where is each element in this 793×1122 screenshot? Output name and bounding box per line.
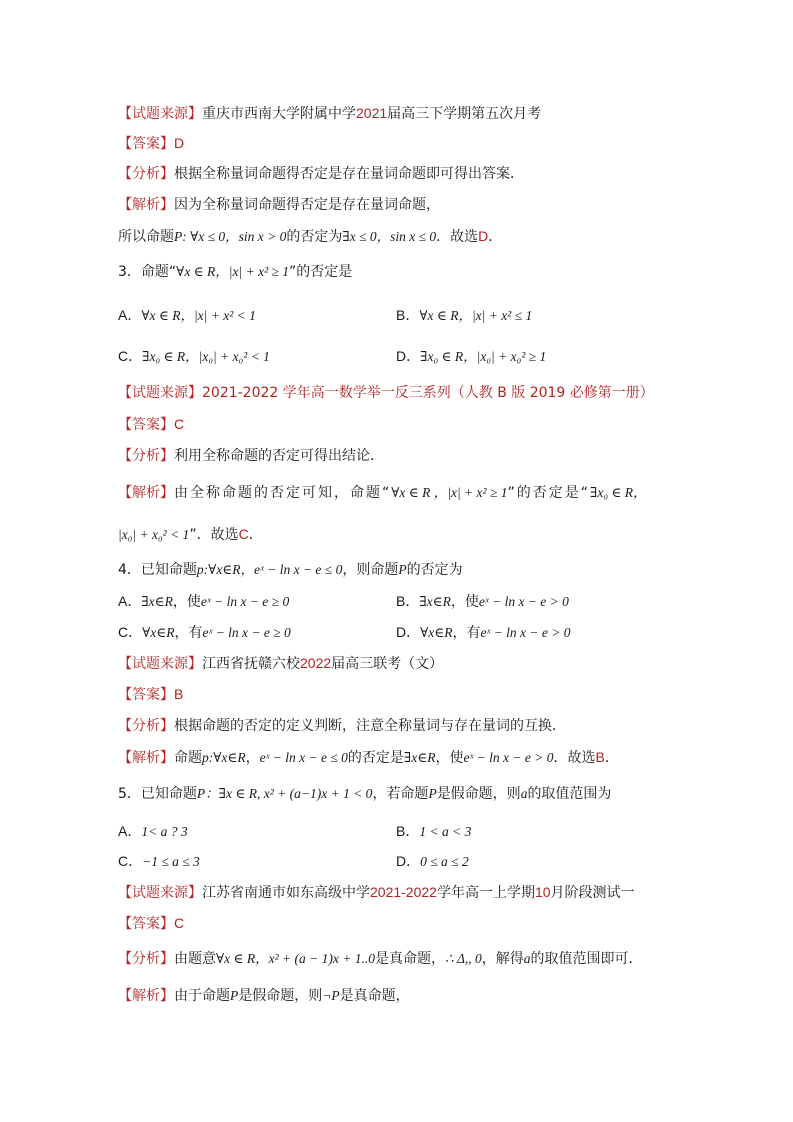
- q3-analysis-line: [118, 446, 384, 466]
- q4-answer-line: [118, 684, 183, 705]
- q5-analysis-line: [118, 949, 643, 969]
- answer-tag: 【答案】: [118, 687, 174, 703]
- source-year: 2021-2022: [370, 884, 437, 900]
- q3-option-c: [118, 346, 270, 367]
- answer-value: C: [174, 915, 185, 931]
- solution-text: ．故选: [553, 750, 596, 766]
- option-math: ∃x∈R: [419, 594, 451, 609]
- q5-option-d: [396, 851, 469, 872]
- analysis-text: 根据命题的否定的定义判断，注意全称量词与存在量词的互换．: [174, 718, 566, 734]
- analysis-tag: 【分析】: [118, 166, 174, 182]
- source-tag: 【试题来源】: [118, 885, 202, 901]
- option-math: ∀x∈R: [142, 625, 175, 640]
- math-expression: p:∀x∈R，eˣ − ln x − e ≤ 0: [196, 562, 343, 577]
- q3-stem: [118, 262, 352, 282]
- source-text: 重庆市西南大学附属中学: [202, 106, 356, 122]
- solution-text: ．: [488, 229, 503, 245]
- math-expression: ∀x ∈ R，: [216, 951, 269, 966]
- question-text: ，若命题: [372, 786, 429, 802]
- answer-choice: C: [238, 526, 249, 542]
- source-year: 2021: [356, 105, 388, 121]
- answer-tag: 【答案】: [118, 417, 174, 433]
- solution-text: 命题: [174, 750, 202, 766]
- answer-tag: 【答案】: [118, 136, 174, 152]
- analysis-text: ，解得: [481, 951, 524, 967]
- option-text: ，有: [452, 625, 481, 641]
- question-text: 3．命题“: [118, 264, 177, 280]
- solution-text: ”．故选: [189, 527, 239, 543]
- answer-value: B: [174, 686, 184, 702]
- answer-tag: 【答案】: [118, 916, 174, 932]
- source-month: 10: [534, 884, 551, 900]
- math-expression: ∀x ∈ R，|x| + x² ≥ 1: [176, 264, 290, 279]
- math-variable: P: [398, 562, 407, 577]
- question-text: ”的否定是: [289, 264, 353, 280]
- math-expression: eˣ − ln x − e ≤ 0: [259, 750, 348, 765]
- source-text: 江苏省南通市如东高级中学: [202, 885, 370, 901]
- q5-option-b: [396, 821, 471, 842]
- solution-text: 的否定为: [286, 229, 343, 245]
- answer-value: D: [174, 135, 185, 151]
- option-math: eˣ − ln x − e ≥ 0: [202, 625, 291, 640]
- solution-text: ”的否定是“: [507, 485, 591, 501]
- q4-source-line: [118, 653, 443, 674]
- q3-source-line: [118, 383, 654, 403]
- source-text-rest: 月阶段测试一: [550, 885, 635, 901]
- q5-source-line: [118, 882, 635, 903]
- question-text: 的否定为: [406, 562, 463, 578]
- solution-text: ，: [245, 750, 260, 766]
- question-text: 是假命题，则: [436, 786, 521, 802]
- q3-option-d: [396, 346, 546, 367]
- answer-choice: B: [595, 749, 605, 765]
- q4-option-a: [118, 591, 289, 612]
- math-variable: P: [230, 988, 239, 1003]
- q3-option-a: [118, 305, 256, 326]
- option-text: −1 ≤ a ≤ 3: [142, 854, 200, 869]
- analysis-tag: 【分析】: [118, 718, 174, 734]
- option-math: ∀x∈R: [420, 625, 453, 640]
- question-text: 5．已知命题: [118, 786, 197, 802]
- math-expression: P: ∀x ≤ 0，sin x > 0: [174, 229, 287, 244]
- q4-option-b: [396, 591, 569, 612]
- solution-tag: 【解析】: [118, 197, 174, 213]
- option-label: D．: [396, 853, 421, 869]
- option-label: A．: [118, 307, 142, 323]
- solution-text: 是真命题，: [339, 988, 410, 1004]
- option-math: eˣ − ln x − e > 0: [478, 594, 569, 609]
- q4-analysis-line: [118, 716, 566, 736]
- solution-text: ．: [248, 527, 263, 543]
- option-text: ∀x ∈ R，|x| + x² < 1: [141, 308, 256, 323]
- math-variable: a: [523, 951, 531, 966]
- q5-option-a: [118, 821, 188, 842]
- q3-solution-line: [118, 483, 647, 503]
- math-expression: p:∀x∈R: [202, 750, 246, 765]
- option-math: eˣ − ln x − e ≥ 0: [200, 594, 290, 609]
- solution-text: 的否定是: [347, 750, 404, 766]
- math-variable: a: [520, 786, 528, 801]
- source-text: 2021-2022 学年高一数学举一反三系列（人教 B 版 2019 必修第一册）: [202, 385, 654, 401]
- analysis-text: 是真命题，: [375, 951, 445, 967]
- q3-solution-line-2: [118, 524, 263, 545]
- q4-option-d: [396, 622, 571, 643]
- option-label: A．: [118, 593, 142, 609]
- math-expression: ∃x₀ ∈ R，: [590, 485, 647, 500]
- source-text-rest: 学年高一上学期: [436, 885, 535, 901]
- solution-text: ．故选: [436, 229, 479, 245]
- q5-stem: [118, 784, 611, 804]
- solution-text: 由于命题: [174, 988, 230, 1004]
- analysis-text: 利用全称命题的否定可得出结论．: [174, 448, 384, 464]
- answer-value: C: [174, 416, 185, 432]
- source-text: 江西省抚赣六校: [202, 656, 300, 672]
- analysis-tag: 【分析】: [118, 448, 174, 464]
- option-text: ，使: [172, 594, 201, 610]
- analysis-text: 由题意: [174, 951, 216, 967]
- math-expression: ∃x ≤ 0，sin x ≤ 0: [342, 229, 437, 244]
- option-text: ，使: [450, 594, 479, 610]
- solution-text: ，使: [435, 750, 464, 766]
- q2-solution-line-2: [118, 226, 502, 247]
- option-text: ，有: [174, 625, 203, 641]
- answer-choice: D: [478, 228, 489, 244]
- source-text-rest: 届高三联考（文）: [331, 656, 444, 672]
- math-expression: P：∃x ∈ R, x² + (a−1)x + 1 < 0: [196, 786, 373, 801]
- source-text-rest: 届高三下学期第五次月考: [387, 106, 542, 122]
- q2-answer-line: [118, 133, 184, 154]
- option-label: C．: [118, 624, 143, 640]
- option-label: B．: [396, 823, 420, 839]
- solution-text: 是假命题，则: [238, 988, 323, 1004]
- option-math: ∃x∈R: [141, 594, 173, 609]
- math-expression: ∴ Δ,, 0: [445, 951, 482, 966]
- option-text: 1< a ? 3: [141, 824, 188, 839]
- q4-option-c: [118, 622, 291, 643]
- question-text: 的取值范围为: [527, 786, 612, 802]
- option-text: 1 < a < 3: [419, 824, 472, 839]
- source-tag: 【试题来源】: [118, 106, 202, 122]
- solution-tag: 【解析】: [118, 485, 174, 501]
- option-label: B．: [396, 307, 420, 323]
- source-tag: 【试题来源】: [118, 656, 202, 672]
- math-expression: ∀x ∈ R ，|x| + x² ≥ 1: [391, 485, 508, 500]
- solution-tag: 【解析】: [118, 750, 174, 766]
- option-math: eˣ − ln x − e > 0: [480, 625, 571, 640]
- q5-option-c: [118, 851, 200, 872]
- solution-tag: 【解析】: [118, 988, 174, 1004]
- question-text: 4．已知命题: [118, 562, 197, 578]
- q4-stem: [118, 560, 463, 580]
- math-expression: ∃x∈R: [403, 750, 436, 765]
- q2-solution-line: [118, 195, 440, 215]
- option-label: D．: [396, 348, 421, 364]
- source-tag: 【试题来源】: [118, 385, 202, 401]
- math-expression: ¬P: [322, 988, 340, 1003]
- solution-text: 所以命题: [118, 229, 174, 245]
- option-text: ∀x ∈ R，|x| + x² ≤ 1: [419, 308, 533, 323]
- option-text: 0 ≤ a ≤ 2: [420, 854, 469, 869]
- q2-source-line: [118, 103, 541, 124]
- analysis-tag: 【分析】: [118, 951, 174, 967]
- solution-text: 由全称命题的否定可知，命题“: [174, 485, 392, 501]
- q5-solution-line: [118, 986, 410, 1006]
- option-label: A．: [118, 823, 142, 839]
- question-text: ，则命题: [342, 562, 399, 578]
- option-text: ∃x₀ ∈ R，|x₀| + x₀² ≥ 1: [420, 349, 547, 364]
- option-label: C．: [118, 853, 143, 869]
- option-label: B．: [396, 593, 420, 609]
- q4-solution-line: [118, 747, 619, 768]
- math-variable: P: [428, 786, 437, 801]
- source-year: 2022: [300, 655, 332, 671]
- analysis-text: 的取值范围即可．: [530, 951, 643, 967]
- q5-answer-line: [118, 913, 184, 934]
- math-expression: eˣ − ln x − e > 0: [463, 750, 554, 765]
- option-label: D．: [396, 624, 421, 640]
- q3-answer-line: [118, 414, 184, 435]
- option-text: ∃x₀ ∈ R，|x₀| + x₀² < 1: [142, 349, 270, 364]
- math-expression: x² + (a − 1)x + 1..0: [268, 951, 375, 966]
- math-expression: |x₀| + x₀² < 1: [118, 527, 190, 542]
- q3-option-b: [396, 305, 532, 326]
- analysis-text: 根据全称量词命题得否定是存在量词命题即可得出答案．: [174, 166, 524, 182]
- solution-text: 因为全称量词命题得否定是存在量词命题，: [174, 197, 440, 213]
- solution-text: ．: [604, 750, 619, 766]
- q2-analysis-line: [118, 164, 524, 184]
- option-label: C．: [118, 348, 143, 364]
